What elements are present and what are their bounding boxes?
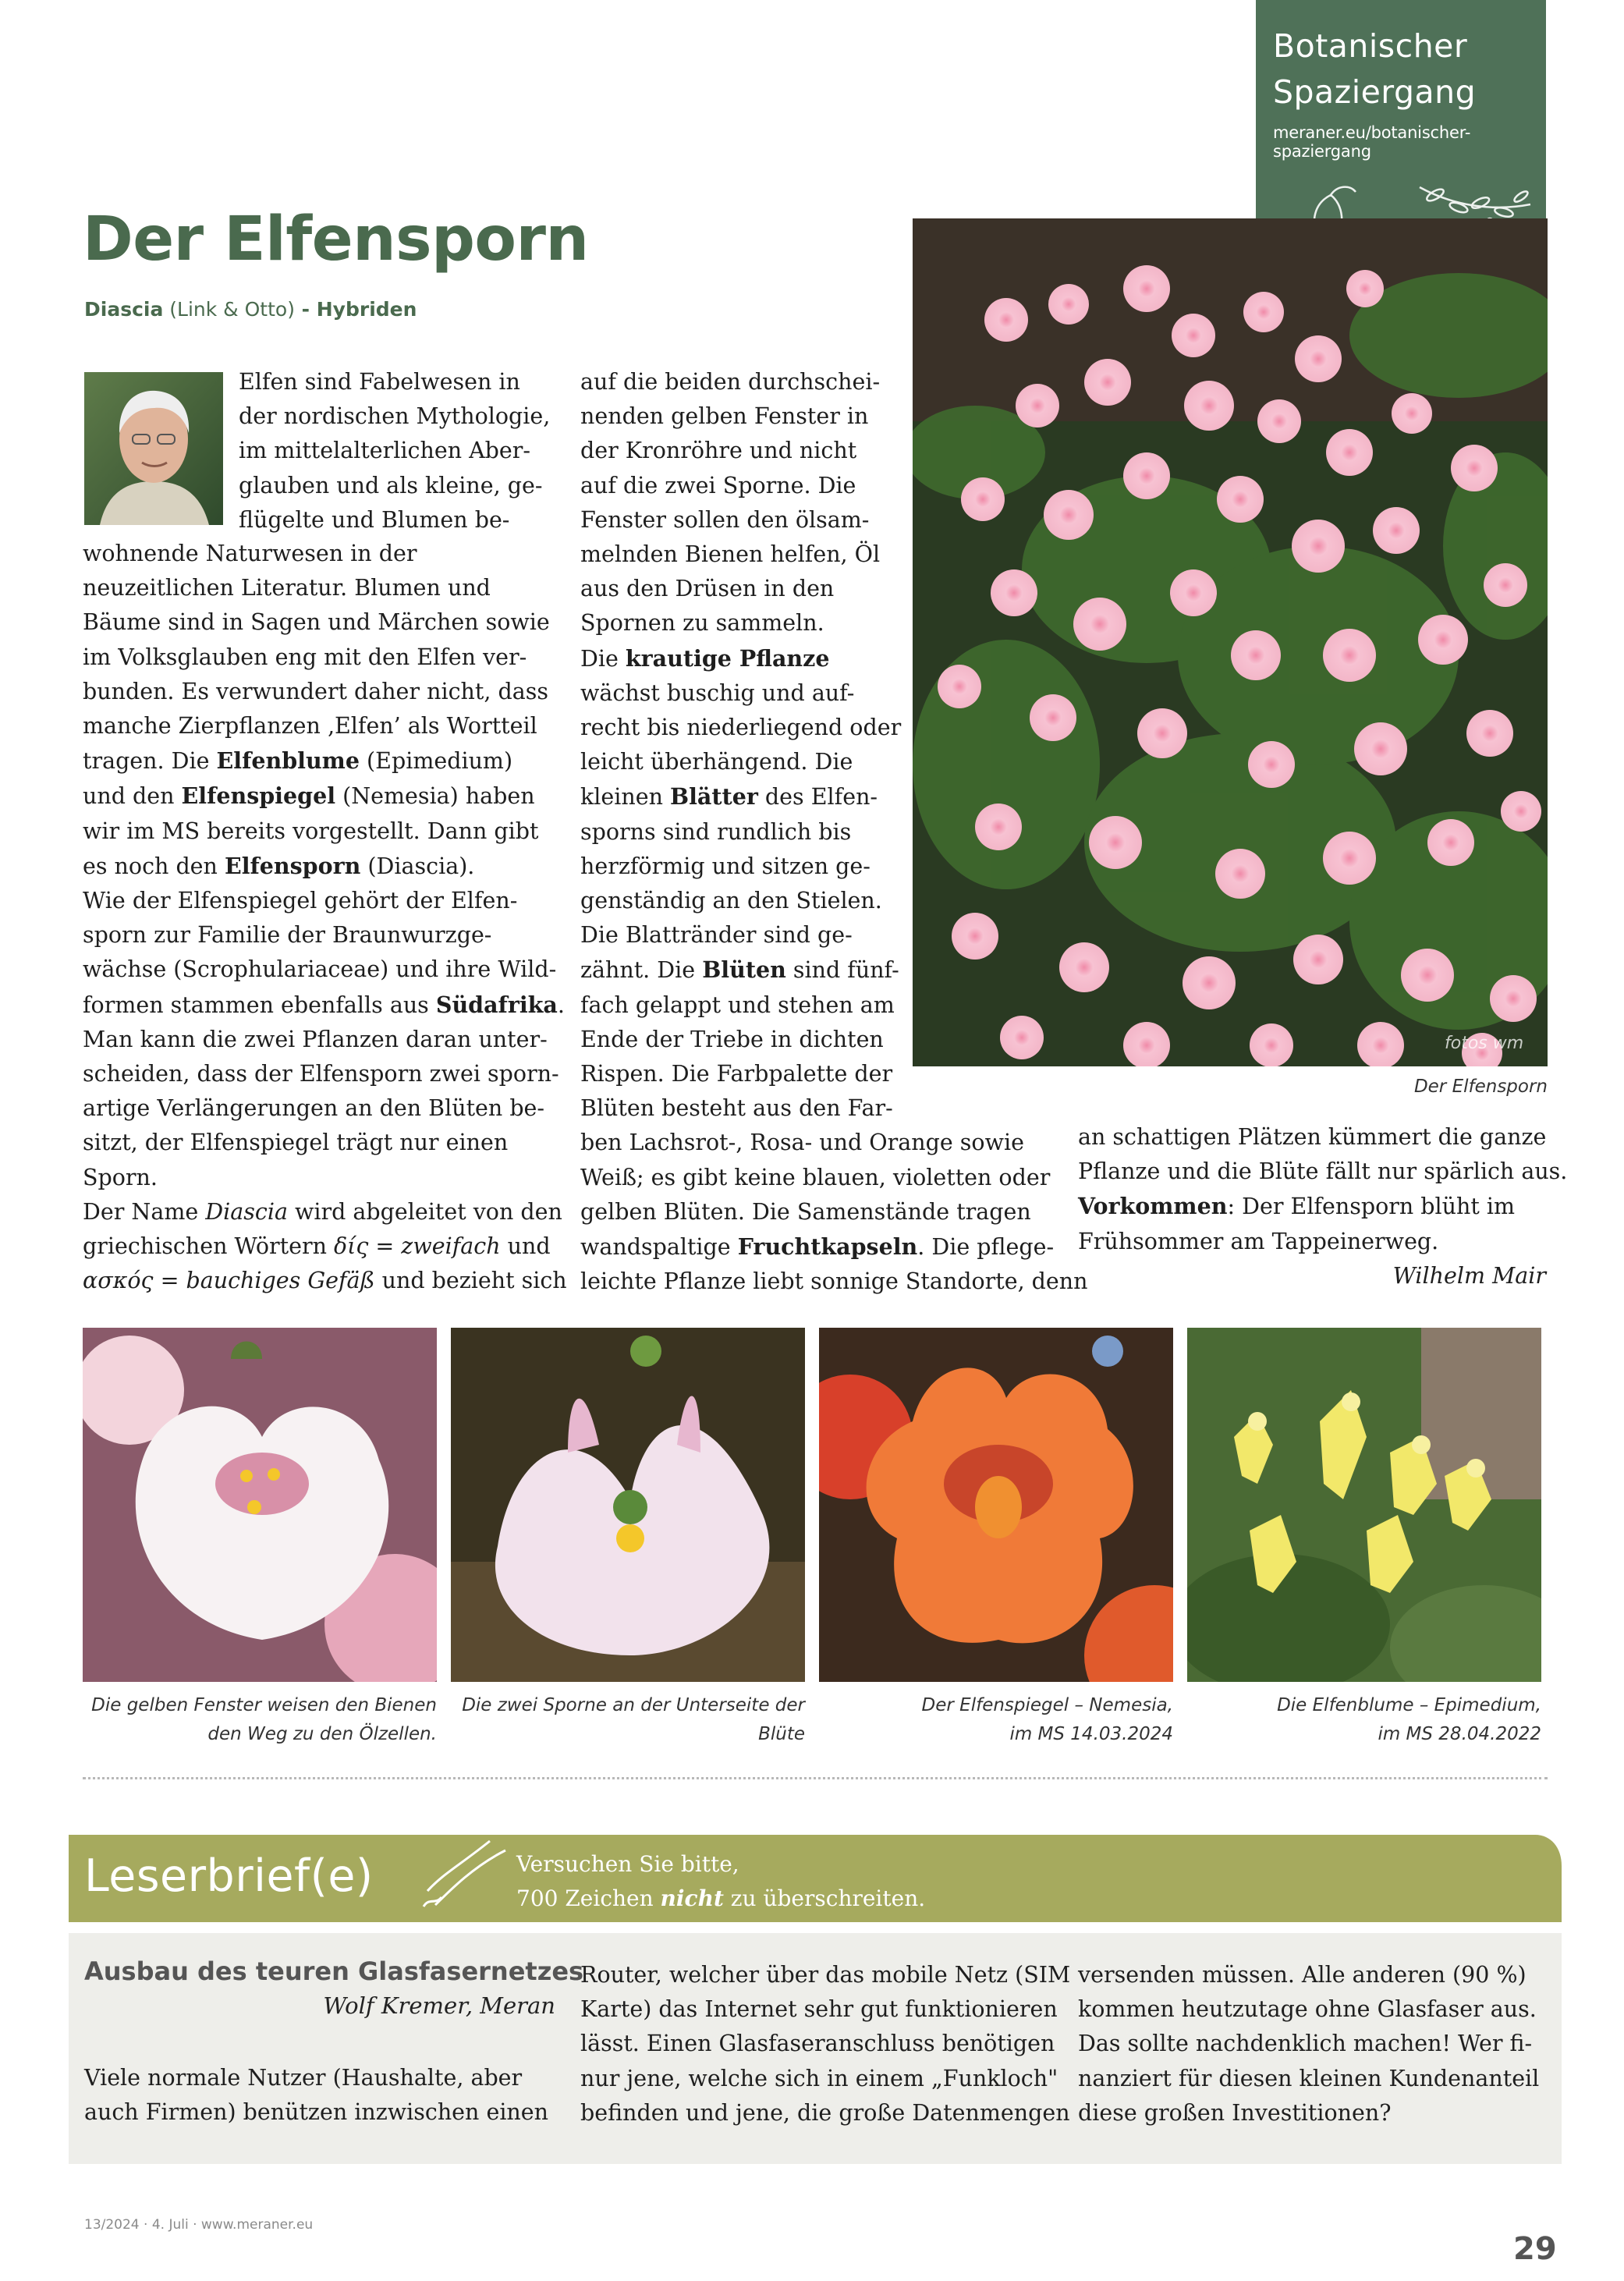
photo-nemesia (819, 1328, 1173, 1682)
text-run: formen stammen ebenfalls aus (83, 992, 436, 1018)
text-run: (Nemesia) haben (335, 783, 535, 810)
text-line: Sporn. (83, 1164, 158, 1190)
text-run: (Diascia). (360, 853, 475, 879)
text-run: und (500, 1233, 551, 1260)
text-line: befinden und jene, die große Datenmengen (580, 2099, 1070, 2126)
text-line: kommen heutzutage ohne Glasfaser aus. (1078, 1996, 1537, 2023)
caption-line: Die Elfenblume – Epimedium, (1277, 1695, 1541, 1715)
text-line: Router, welcher über das mobile Netz (SIM (580, 1962, 1071, 1988)
bold-term: Fruchtkapseln (737, 1233, 918, 1261)
photo-diascia-closeup (83, 1328, 437, 1682)
main-photo-caption: Der Elfensporn (1413, 1077, 1548, 1097)
text-run: tragen. Die (83, 748, 217, 775)
text-line: wir im MS bereits vorgestellt. Dann gibt (83, 818, 539, 844)
photo-caption-2 (451, 1691, 805, 1749)
text-line: melnden Bienen helfen, Öl (580, 541, 881, 568)
text-line: neuzeitlichen Literatur. Blumen und (83, 575, 491, 601)
text-line: der nordischen Mythologie, (239, 403, 551, 430)
caption-line: den Weg zu den Ölzellen. (207, 1724, 437, 1744)
text-run: (Epimedium) (359, 748, 513, 775)
text-line: Weiß; es gibt keine blauen, violetten oder (580, 1164, 1051, 1190)
text-line: Wie der Elfenspiegel gehört der Elfen- (83, 888, 518, 914)
note-line: Versuchen Sie bitte, (516, 1851, 739, 1877)
article-column-1 (83, 537, 567, 1298)
text-line: Blüten besteht aus den Far- (580, 1095, 893, 1122)
italic-term: δίς = zweifach (334, 1233, 501, 1260)
text-line: flügelte und Blumen be- (239, 506, 510, 533)
author-portrait (84, 372, 223, 525)
main-photo-elfensporn (913, 218, 1548, 1066)
text-run: es noch den (83, 853, 225, 879)
text-line: scheiden, dass der Elfensporn zwei sporn- (83, 1061, 559, 1087)
text-run: zu überschreiten. (723, 1885, 926, 1911)
text-line: glauben und als kleine, ge- (239, 472, 543, 498)
note-line (516, 1882, 925, 1916)
text-line: Das sollte nachdenklich machen! Wer fi- (1078, 2031, 1533, 2057)
text-line: der Kronröhre und nicht (580, 438, 857, 464)
text-line: Fenster sollen den ölsam- (580, 506, 870, 533)
text-line (83, 1264, 567, 1298)
article-column-3 (1078, 1120, 1567, 1293)
caption-line: Blüte (758, 1724, 805, 1744)
text-line: lässt. Einen Glasfaseranschluss benötigen (580, 2031, 1055, 2057)
text-line: manche Zierpflanzen ‚Elfen’ als Wortteil (83, 713, 537, 740)
photo-caption-4 (1187, 1691, 1541, 1749)
text-line (83, 779, 567, 814)
text-run: sind fünf- (785, 957, 899, 984)
photo-caption-1 (83, 1691, 437, 1749)
article-column-1-wrap (239, 365, 550, 537)
text-run: und den (83, 783, 182, 810)
text-line: aus den Drüsen in den (580, 576, 835, 602)
text-run: zähnt. Die (580, 957, 703, 984)
text-line: leicht überhängend. Die (580, 749, 853, 775)
bold-term: Vorkommen (1078, 1193, 1228, 1220)
section-tag-title (1273, 23, 1538, 115)
caption-line: im MS 14.03.2024 (1009, 1724, 1173, 1744)
letter-column-1 (84, 2061, 548, 2130)
text-line: Spornen zu sammeln. (580, 610, 824, 637)
text-line: wächse (Scrophulariaceae) und ihre Wild- (83, 956, 557, 983)
text-line: Karte) das Internet sehr gut funktionieren (580, 1996, 1058, 2023)
photo-caption-3 (819, 1691, 1173, 1749)
text-line: auf die zwei Sporne. Die (580, 472, 856, 498)
bold-term: Blüten (702, 956, 786, 984)
letter-heading: Ausbau des teuren Glasfasernetzes (84, 1956, 584, 1986)
article-signature: Wilhelm Mair (1392, 1262, 1546, 1289)
section-divider (83, 1777, 1548, 1779)
text-run: Der Name (83, 1198, 206, 1225)
text-line: Pflanze und die Blüte fällt nur spärlich aus. (1078, 1158, 1568, 1185)
text-line (1078, 1189, 1567, 1224)
text-line: im mittelalterlichen Aber- (239, 438, 531, 464)
text-line: ben Lachsrot-, Rosa- und Orange sowie (580, 1130, 1024, 1156)
text-line: recht bis niederliegend oder (580, 715, 902, 741)
text-line: sporns sind rundlich bis (580, 818, 852, 845)
subtitle-genus: Diascia (84, 298, 164, 321)
text-line (83, 1195, 567, 1229)
text-line: leichte Pflanze liebt sonnige Standorte, denn (580, 1268, 1088, 1295)
text-line: Elfen sind Fabelwesen in (239, 369, 520, 395)
text-run: wandspaltige (580, 1234, 738, 1261)
leserbrief-note (516, 1847, 925, 1916)
photo-epimedium (1187, 1328, 1541, 1682)
text-run: Die (580, 645, 626, 672)
article-subtitle (84, 298, 417, 321)
bold-term: Elfenblume (216, 747, 360, 775)
text-line: nur jene, welche sich in einem „Funkloch" (580, 2065, 1058, 2091)
text-run: kleinen (580, 784, 671, 811)
text-line: diese großen Investitionen? (1078, 2099, 1392, 2126)
text-run: . Die pflege- (917, 1234, 1055, 1261)
section-tag-url[interactable]: meraner.eu/botanischer-spaziergang (1273, 123, 1471, 161)
caption-line: im MS 28.04.2022 (1378, 1724, 1541, 1744)
text-line: fach gelappt und stehen am (580, 992, 895, 1018)
italic-term: Diascia (205, 1198, 288, 1225)
bold-term: Südafrika (435, 991, 558, 1018)
bold-term: krautige Pflanze (625, 644, 830, 672)
text-line: sporn zur Familie der Braunwurzge- (83, 922, 492, 949)
subtitle-author: (Link & Otto) (163, 298, 295, 321)
text-line: Bäume sind in Sagen und Märchen sowie (83, 609, 550, 636)
text-line: bunden. Es verwundert daher nicht, dass (83, 678, 548, 704)
text-line: Ende der Triebe in dichten (580, 1026, 884, 1052)
text-line: Viele normale Nutzer (Haushalte, aber (84, 2065, 523, 2091)
text-line: gelben Blüten. Die Samenstände tragen (580, 1198, 1031, 1225)
caption-line: Die zwei Sporne an der Unterseite der (462, 1695, 805, 1715)
letter-author: Wolf Kremer, Meran (323, 1992, 555, 2019)
text-line: Rispen. Die Farbpalette der (580, 1061, 893, 1087)
text-line (83, 988, 567, 1023)
photo-credit: fotos wm (1445, 1034, 1524, 1053)
subtitle-suffix: - Hybriden (294, 298, 417, 321)
text-run: . (557, 992, 565, 1018)
page-number: 29 (1513, 2231, 1557, 2267)
text-line: auf die beiden durchschei- (580, 369, 881, 395)
text-line (83, 743, 567, 779)
emphasis-term: nicht (660, 1885, 724, 1911)
text-line (580, 1229, 1088, 1265)
text-line: herzförmig und sitzen ge- (580, 853, 871, 879)
tag-title-line1: Botanischer (1273, 27, 1468, 65)
caption-line: Die gelben Fenster weisen den Bienen (91, 1695, 437, 1715)
bold-term: Blätter (670, 783, 758, 811)
text-line (83, 1229, 567, 1264)
text-line: artige Verlängerungen an den Blüten be- (83, 1095, 545, 1122)
text-line: Man kann die zwei Pflanzen daran unter- (83, 1026, 548, 1052)
text-run: wird abgeleitet von den (287, 1198, 562, 1225)
text-line: nenden gelben Fenster in (580, 403, 869, 430)
text-line: nanziert für diesen kleinen Kundenanteil (1078, 2065, 1540, 2091)
footer-issue: 13/2024 · 4. Juli · www.meraner.eu (84, 2217, 314, 2233)
letter-column-2 (580, 1958, 1070, 2130)
tag-title-line2: Spaziergang (1273, 73, 1477, 111)
text-line: an schattigen Plätzen kümmert die ganze (1078, 1124, 1547, 1150)
text-line: im Volksglauben eng mit den Elfen ver- (83, 644, 527, 670)
leserbrief-title: Leserbrief(e) (84, 1850, 374, 1902)
text-run: und bezieht sich (374, 1268, 567, 1294)
text-line: Frühsommer am Tappeinerweg. (1078, 1228, 1439, 1254)
bold-term: Elfensporn (224, 852, 361, 879)
text-line: auch Firmen) benützen inzwischen einen (84, 2099, 549, 2126)
text-run: : Der Elfensporn blüht im (1227, 1194, 1515, 1220)
italic-term: ασκός = bauchiges Gefäß (83, 1268, 375, 1294)
caption-line: Der Elfenspiegel – Nemesia, (921, 1695, 1173, 1715)
text-line: wächst buschig und auf- (580, 679, 855, 706)
text-line: Die Blattränder sind ge- (580, 922, 853, 949)
text-run: griechischen Wörtern (83, 1233, 335, 1260)
article-title: Der Elfensporn (83, 204, 589, 275)
text-line: versenden müssen. Alle anderen (90 %) (1078, 1962, 1526, 1988)
text-line: sitzt, der Elfenspiegel trägt nur einen (83, 1130, 509, 1156)
letter-column-3 (1078, 1958, 1539, 2130)
text-line: genständig an den Stielen. (580, 888, 882, 914)
bold-term: Elfenspiegel (181, 782, 336, 810)
text-run: des Elfen- (757, 784, 878, 811)
text-line (83, 849, 567, 884)
photo-diascia-spurs (451, 1328, 805, 1682)
text-run: 700 Zeichen (516, 1885, 661, 1911)
text-line: wohnende Naturwesen in der (83, 541, 417, 566)
